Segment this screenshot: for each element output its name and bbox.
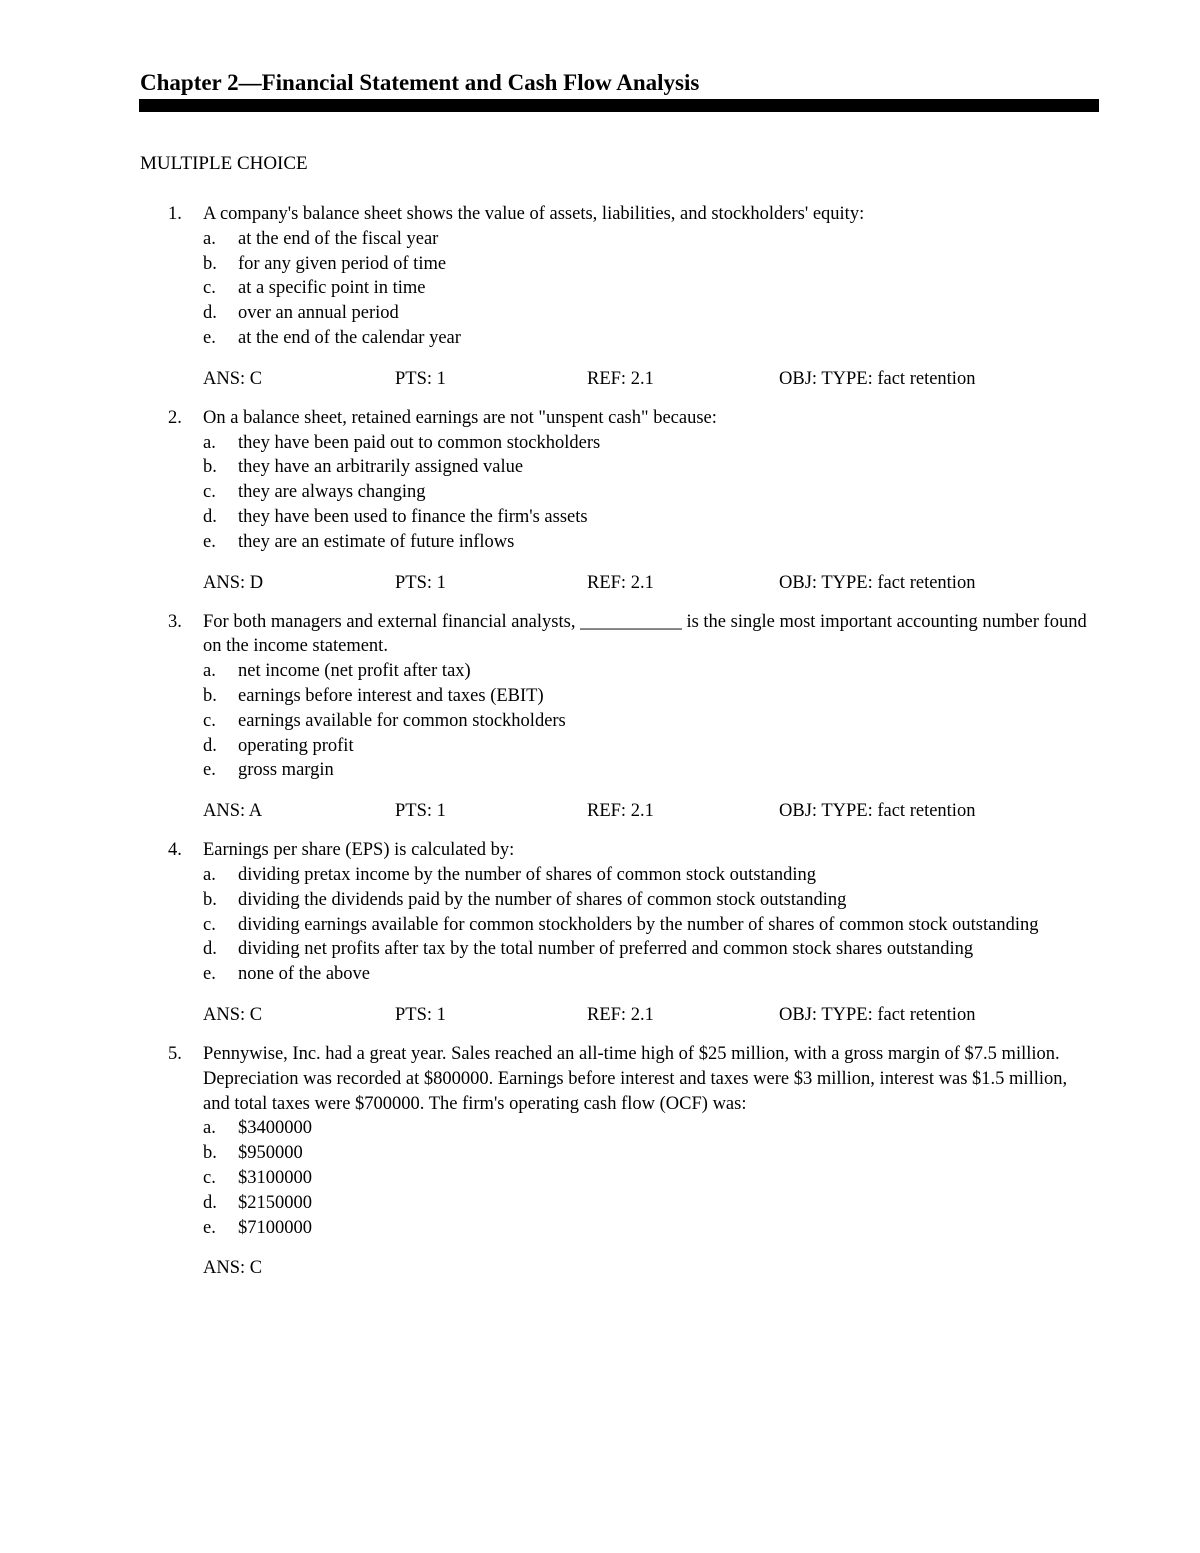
- answer-key: ANS: C: [203, 368, 263, 389]
- question-text: On a balance sheet, retained earnings are not "unspent cash" because:: [203, 407, 717, 428]
- option-d: [0, 937, 1098, 962]
- option-text: $3100000: [238, 1167, 312, 1188]
- option-letter: c.: [203, 278, 216, 299]
- option-letter: e.: [203, 760, 216, 781]
- option-text: dividing pretax income by the number of shares of common stock outstanding: [238, 864, 817, 885]
- answer-key: ANS: D: [203, 572, 264, 593]
- points: PTS: 1: [395, 801, 446, 822]
- question-5: [0, 1042, 1200, 1281]
- option-text: at a specific point in time: [238, 278, 426, 299]
- answer-meta: [0, 1255, 1200, 1281]
- option-letter: b.: [203, 685, 217, 706]
- question-3: [0, 610, 1200, 825]
- option-text: $7100000: [238, 1217, 312, 1238]
- option-c: [0, 913, 1098, 938]
- reference: REF: 2.1: [587, 1004, 654, 1025]
- option-a: [0, 659, 1098, 684]
- option-text: they have an arbitrarily assigned value: [238, 457, 524, 478]
- option-e: [0, 758, 1098, 783]
- option-text: over an annual period: [238, 303, 399, 324]
- option-d: [0, 301, 1098, 326]
- reference: REF: 2.1: [587, 368, 654, 389]
- option-letter: e.: [203, 531, 216, 552]
- option-letter: a.: [203, 864, 216, 885]
- option-b: [0, 252, 1098, 277]
- answer-meta: [0, 570, 1200, 596]
- option-b: [0, 1141, 1098, 1166]
- question-list: [0, 202, 1200, 1295]
- option-a: [0, 863, 1098, 888]
- question-2: [0, 406, 1200, 596]
- option-text: at the end of the fiscal year: [238, 228, 439, 249]
- option-letter: b.: [203, 253, 217, 274]
- option-text: gross margin: [238, 760, 334, 781]
- question-number: 4.: [168, 840, 182, 861]
- option-text: earnings available for common stockholders: [238, 710, 566, 731]
- option-letter: d.: [203, 1192, 217, 1213]
- objective: OBJ: TYPE: fact retention: [779, 368, 976, 389]
- option-d: [0, 505, 1098, 530]
- option-letter: b.: [203, 457, 217, 478]
- option-b: [0, 455, 1098, 480]
- title-rule: [139, 99, 1099, 112]
- points: PTS: 1: [395, 572, 446, 593]
- option-e: [0, 326, 1098, 351]
- option-text: net income (net profit after tax): [238, 661, 471, 682]
- question-text: For both managers and external financial analysts, ___________ is the single most important accounting number found on the income statement.: [203, 611, 1087, 657]
- option-text: dividing net profits after tax by the total number of preferred and common stock shares outstanding: [238, 939, 974, 960]
- option-letter: c.: [203, 914, 216, 935]
- option-c: [0, 276, 1098, 301]
- option-e: [0, 530, 1098, 555]
- option-c: [0, 480, 1098, 505]
- option-letter: e.: [203, 1217, 216, 1238]
- option-a: [0, 227, 1098, 252]
- option-text: dividing the dividends paid by the number of shares of common stock outstanding: [238, 889, 847, 910]
- chapter-title: Chapter 2—Financial Statement and Cash Flow Analysis: [140, 70, 700, 95]
- option-letter: d.: [203, 939, 217, 960]
- option-letter: d.: [203, 506, 217, 527]
- option-d: [0, 1191, 1098, 1216]
- option-letter: e.: [203, 327, 216, 348]
- option-text: earnings before interest and taxes (EBIT): [238, 685, 544, 706]
- section-heading: MULTIPLE CHOICE: [140, 153, 308, 174]
- reference: REF: 2.1: [587, 801, 654, 822]
- option-letter: e.: [203, 964, 216, 985]
- answer-meta: [0, 1002, 1200, 1028]
- option-text: $2150000: [238, 1192, 312, 1213]
- option-letter: b.: [203, 889, 217, 910]
- question-text: Earnings per share (EPS) is calculated by:: [203, 840, 515, 861]
- option-text: they have been paid out to common stockholders: [238, 432, 601, 453]
- option-text: for any given period of time: [238, 253, 447, 274]
- option-a: [0, 431, 1098, 456]
- objective: OBJ: TYPE: fact retention: [779, 572, 976, 593]
- option-letter: a.: [203, 1118, 216, 1139]
- option-text: they have been used to finance the firm's assets: [238, 506, 588, 527]
- option-b: [0, 684, 1098, 709]
- option-text: dividing earnings available for common stockholders by the number of shares of common stock outstanding: [238, 914, 1039, 935]
- option-c: [0, 1166, 1098, 1191]
- option-letter: c.: [203, 1167, 216, 1188]
- question-1: [0, 202, 1200, 392]
- question-number: 3.: [168, 611, 182, 632]
- option-letter: d.: [203, 735, 217, 756]
- question-number: 5.: [168, 1043, 182, 1064]
- option-letter: a.: [203, 661, 216, 682]
- option-text: $3400000: [238, 1118, 312, 1139]
- option-a: [0, 1116, 1098, 1141]
- points: PTS: 1: [395, 1004, 446, 1025]
- option-letter: a.: [203, 228, 216, 249]
- question-number: 2.: [168, 407, 182, 428]
- answer-meta: [0, 366, 1200, 392]
- option-text: none of the above: [238, 964, 371, 985]
- option-letter: c.: [203, 710, 216, 731]
- option-e: [0, 1216, 1098, 1241]
- question-4: [0, 838, 1200, 1028]
- option-b: [0, 888, 1098, 913]
- option-letter: b.: [203, 1143, 217, 1164]
- option-text: they are an estimate of future inflows: [238, 531, 515, 552]
- option-text: $950000: [238, 1143, 303, 1164]
- option-letter: a.: [203, 432, 216, 453]
- option-text: they are always changing: [238, 482, 426, 503]
- answer-key: ANS: A: [203, 801, 263, 822]
- option-text: operating profit: [238, 735, 354, 756]
- question-text: A company's balance sheet shows the value of assets, liabilities, and stockholders' equity:: [203, 204, 865, 224]
- question-number: 1.: [168, 204, 182, 224]
- option-text: at the end of the calendar year: [238, 327, 461, 348]
- question-text: Pennywise, Inc. had a great year. Sales reached an all-time high of $25 million, with a gross margin of $7.5 million. Depreciation was recorded at $800000. Earnings before interest and taxes were $3 million, interest was $1.5 million, and total taxes were $700000. The firm's operating cash flow (OCF) was:: [203, 1043, 1068, 1114]
- answer-key: ANS: C: [203, 1258, 263, 1279]
- points: PTS: 1: [395, 368, 446, 389]
- option-c: [0, 709, 1098, 734]
- option-d: [0, 734, 1098, 759]
- answer-key: ANS: C: [203, 1004, 263, 1025]
- option-letter: d.: [203, 303, 217, 324]
- objective: OBJ: TYPE: fact retention: [779, 1004, 976, 1025]
- option-e: [0, 962, 1098, 987]
- reference: REF: 2.1: [587, 572, 654, 593]
- objective: OBJ: TYPE: fact retention: [779, 801, 976, 822]
- answer-meta: [0, 798, 1200, 824]
- option-letter: c.: [203, 482, 216, 503]
